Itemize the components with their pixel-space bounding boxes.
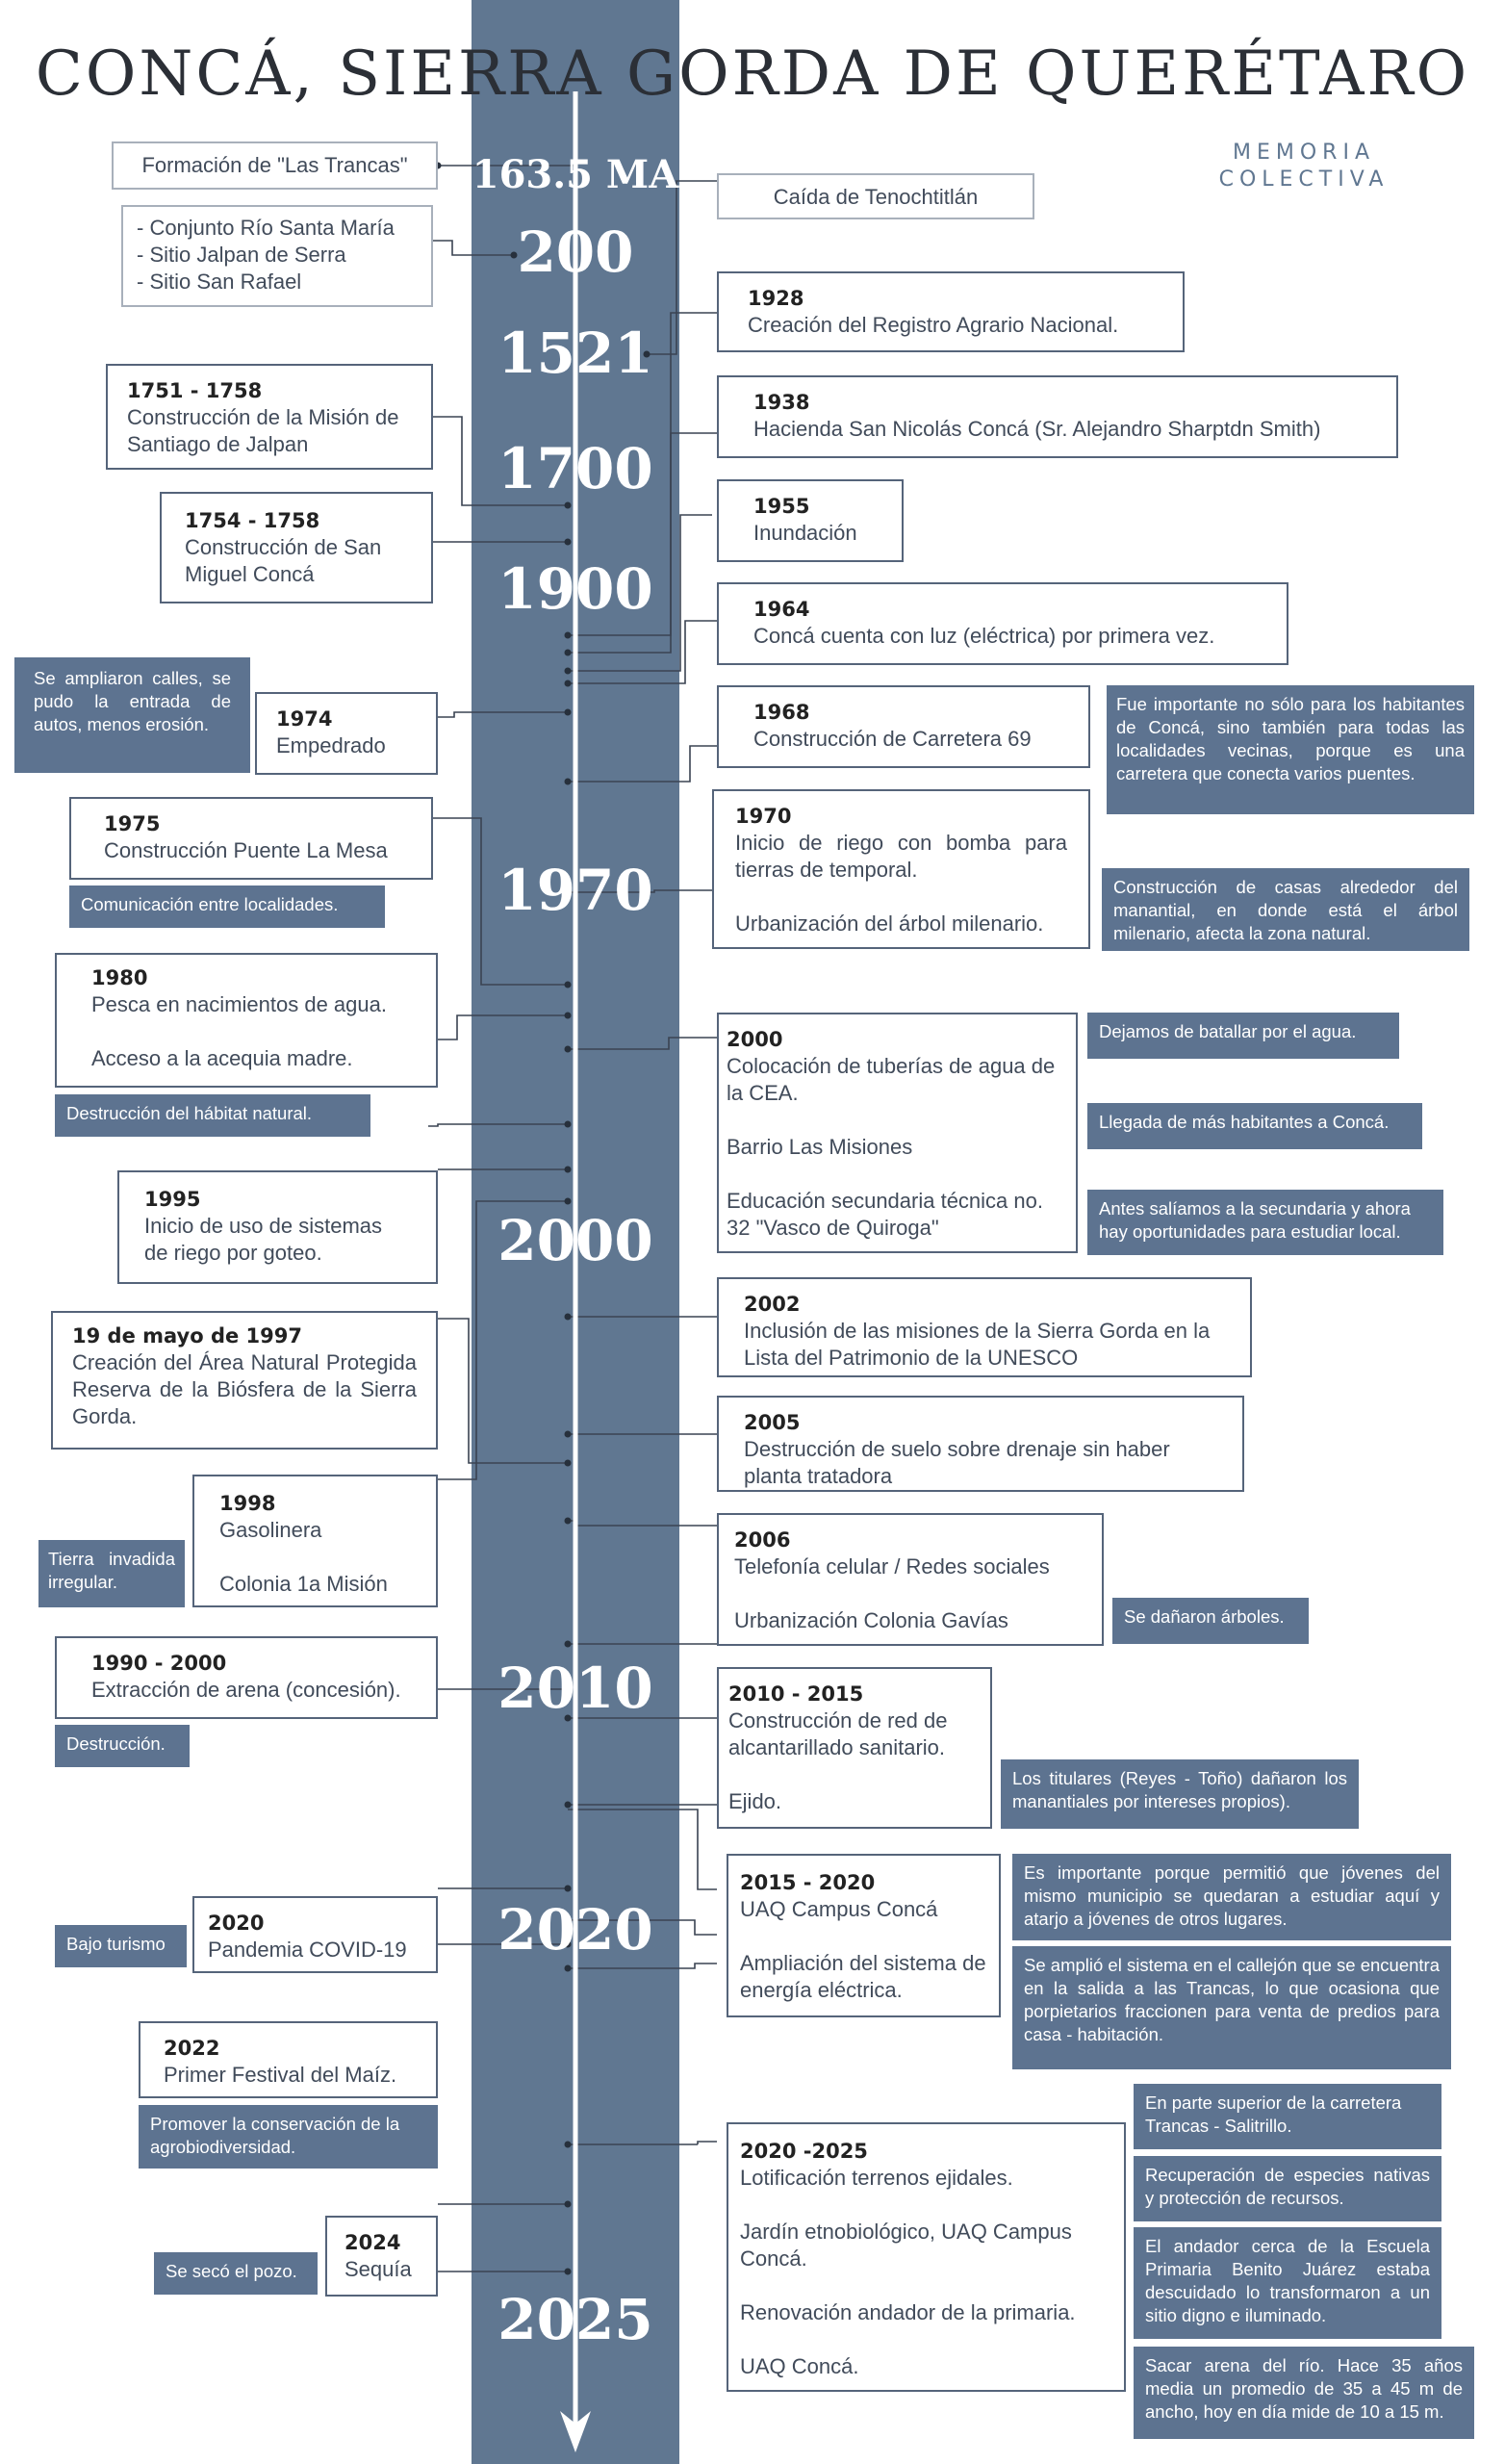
- event-goteo: [117, 1170, 438, 1284]
- event-text: Construcción de Carretera 69: [753, 727, 1032, 751]
- note-arena-rio: Sacar arena del río. Hace 35 años media un promedio de 35 a 45 m de ancho, hoy en día mide de 10 a 15 m.: [1134, 2347, 1474, 2439]
- event-text: Inundación: [753, 521, 857, 545]
- year-label: 1900: [497, 556, 653, 622]
- event-tenochtitlan: Caída de Tenochtitlán: [717, 173, 1034, 219]
- event-text: Urbanización del árbol milenario.: [735, 911, 1044, 936]
- event-inundacion: [717, 479, 904, 562]
- note-jovenes: Es importante porque permitió que jóvenes del mismo municipio se quedaran a estudiar aquí y atarjo a jóvenes de otros lugares.: [1012, 1854, 1451, 1940]
- event-text: Hacienda San Nicolás Concá (Sr. Alejandro Sharptdn Smith): [753, 417, 1321, 441]
- event-pesca: [55, 953, 438, 1088]
- event-text: Construcción de red de alcantarillado sanitario.: [728, 1708, 948, 1759]
- event-date: 2006: [734, 1528, 791, 1552]
- event-text: Telefonía celular / Redes sociales: [734, 1554, 1050, 1578]
- event-telefonia: [717, 1513, 1104, 1646]
- event-text: Barrio Las Misiones: [727, 1135, 913, 1159]
- event-arena: [55, 1636, 438, 1719]
- event-mision-jalpan: [106, 364, 433, 470]
- event-date: 2020 -2025: [740, 2140, 868, 2163]
- subtitle-line: MEMORIA: [1232, 141, 1375, 165]
- event-mision-conca: [160, 492, 433, 603]
- event-riego-bomba: [712, 789, 1090, 949]
- event-unesco: [717, 1277, 1252, 1377]
- event-registro: [717, 271, 1185, 352]
- note-tierra: Tierra invadida irregular.: [38, 1540, 185, 1607]
- note-casas-manantial: Construcción de casas alrededor del manantial, en donde está el árbol milenario, afecta la zona natural.: [1102, 868, 1469, 951]
- event-text: Inclusión de las misiones de la Sierra Gorda en la Lista del Patrimonio de la UNESCO: [744, 1319, 1211, 1370]
- event-text: UAQ Campus Concá: [740, 1897, 938, 1921]
- year-label: 2010: [497, 1656, 653, 1721]
- event-text: Ampliación del sistema de energía eléctrica.: [740, 1951, 986, 2002]
- event-text: Inicio de uso de sistemas de riego por goteo.: [144, 1214, 383, 1265]
- event-text: Jardín etnobiológico, UAQ Campus Concá.: [740, 2220, 1072, 2271]
- note-secundaria: Antes salíamos a la secundaria y ahora hay oportunidades para estudiar local.: [1087, 1190, 1443, 1255]
- note-habitat: Destrucción del hábitat natural.: [55, 1094, 370, 1137]
- page-title: CONCÁ, SIERRA GORDA DE QUERÉTARO: [35, 38, 1470, 110]
- event-text: - Sitio San Rafael: [137, 270, 302, 294]
- event-text: Destrucción de suelo sobre drenaje sin haber planta tratadora: [744, 1437, 1170, 1488]
- year-label: 2025: [497, 2287, 653, 2352]
- year-label: 2000: [497, 1208, 653, 1273]
- year-label: 2020: [497, 1897, 653, 1963]
- event-date: 19 de mayo de 1997: [72, 1324, 302, 1348]
- note-arboles: Se dañaron árboles.: [1112, 1598, 1309, 1644]
- year-label: 163.5 MA: [472, 152, 679, 197]
- note-andador: El andador cerca de la Escuela Primaria Benito Juárez estaba descuidado lo transformaron a un sitio digno e iluminado.: [1134, 2227, 1441, 2339]
- event-drenaje: [717, 1396, 1244, 1492]
- subtitle: [1174, 140, 1434, 193]
- event-text: Pandemia COVID-19: [208, 1938, 407, 1962]
- year-label: 1970: [497, 858, 653, 923]
- event-date: 1998: [219, 1492, 276, 1515]
- event-text: Primer Festival del Maíz.: [164, 2063, 397, 2087]
- event-date: 1751 - 1758: [127, 379, 263, 402]
- event-text: Construcción de San Miguel Concá: [185, 535, 382, 586]
- event-hacienda: [717, 375, 1398, 458]
- event-date: 1938: [753, 391, 810, 414]
- event-date: 1974: [276, 707, 333, 731]
- note-agrobiodiversidad: Promover la conservación de la agrobiodiversidad.: [139, 2105, 438, 2169]
- event-date: 2015 - 2020: [740, 1871, 876, 1894]
- event-text: Urbanización Colonia Gavías: [734, 1608, 1008, 1632]
- event-text: Construcción Puente La Mesa: [104, 838, 388, 862]
- event-text: Ejido.: [728, 1789, 782, 1813]
- event-date: 1995: [144, 1188, 201, 1211]
- note-especies: Recuperación de especies nativas y protección de recursos.: [1134, 2156, 1441, 2221]
- event-carretera: [717, 685, 1090, 768]
- note-comunicacion: Comunicación entre localidades.: [69, 886, 385, 928]
- event-sequia: [325, 2216, 438, 2297]
- event-luz: [717, 582, 1288, 665]
- event-text: Creación del Registro Agrario Nacional.: [748, 313, 1119, 337]
- event-conjunto: [121, 205, 433, 307]
- event-text: Creación del Área Natural Protegida Reserva de la Biósfera de la Sierra Gorda.: [72, 1350, 417, 1428]
- event-puente: [69, 797, 433, 880]
- event-date: 1955: [753, 495, 810, 518]
- event-text: - Sitio Jalpan de Serra: [137, 243, 346, 267]
- note-amplio: Se amplió el sistema en el callejón que se encuentra en la salida a las Trancas, lo que ocasiona que porpietarios fraccionen para venta de predios para casa - habitación.: [1012, 1946, 1451, 2069]
- year-label: 1700: [497, 436, 653, 501]
- event-date: 2000: [727, 1028, 783, 1051]
- event-date: 1970: [735, 805, 792, 828]
- event-text: Gasolinera: [219, 1518, 322, 1542]
- event-text: Construcción de la Misión de Santiago de Jalpan: [127, 405, 399, 456]
- subtitle-line: COLECTIVA: [1218, 167, 1390, 192]
- event-text: Pesca en nacimientos de agua.: [91, 992, 387, 1016]
- event-text: Colonia 1a Misión: [219, 1572, 388, 1596]
- event-date: 2005: [744, 1411, 801, 1434]
- event-text: Inicio de riego con bomba para tierras de temporal.: [735, 831, 1067, 882]
- event-date: 1928: [748, 287, 804, 310]
- event-text: Extracción de arena (concesión).: [91, 1678, 401, 1702]
- event-date: 2020: [208, 1912, 265, 1935]
- note-destruccion: Destrucción.: [55, 1725, 190, 1767]
- year-label: 200: [517, 219, 634, 285]
- year-label: 1521: [497, 321, 653, 386]
- event-text: Colocación de tuberías de agua de la CEA.: [727, 1054, 1056, 1105]
- event-gasolinera: [192, 1475, 438, 1607]
- note-agua: Dejamos de batallar por el agua.: [1087, 1013, 1399, 1059]
- event-covid: [192, 1896, 438, 1973]
- event-date: 2010 - 2015: [728, 1682, 864, 1706]
- event-text: Lotificación terrenos ejidales.: [740, 2166, 1013, 2190]
- event-text: UAQ Concá.: [740, 2354, 859, 2378]
- event-date: 2002: [744, 1293, 801, 1316]
- note-habitantes: Llegada de más habitantes a Concá.: [1087, 1103, 1422, 1149]
- event-date: 2024: [344, 2231, 401, 2254]
- event-empedrado: [255, 692, 438, 775]
- event-text: Empedrado: [276, 733, 386, 757]
- event-uaq-campus: [727, 1854, 1001, 2017]
- note-calles: Se ampliaron calles, se pudo la entrada de autos, menos erosión.: [14, 657, 250, 773]
- event-text: Acceso a la acequia madre.: [91, 1046, 353, 1070]
- event-text: Concá cuenta con luz (eléctrica) por primera vez.: [753, 624, 1215, 648]
- event-reserva: [51, 1311, 438, 1450]
- event-date: 1968: [753, 701, 810, 724]
- event-date: 1964: [753, 598, 810, 621]
- event-date: 2022: [164, 2037, 220, 2060]
- event-trancas: Formación de "Las Trancas": [112, 141, 438, 190]
- note-pozo: Se secó el pozo.: [154, 2252, 318, 2295]
- event-text: Sequía: [344, 2257, 412, 2281]
- event-date: 1990 - 2000: [91, 1652, 227, 1675]
- note-carretera-importancia: Fue importante no sólo para los habitantes de Concá, sino también para todas las localidades vecinas, porque es una carretera que conecta varios puentes.: [1107, 685, 1474, 814]
- event-text: Renovación andador de la primaria.: [740, 2300, 1076, 2324]
- event-text: - Conjunto Río Santa María: [137, 216, 395, 240]
- event-festival: [139, 2021, 438, 2098]
- note-turismo: Bajo turismo: [55, 1925, 187, 1967]
- event-date: 1754 - 1758: [185, 509, 320, 532]
- event-tuberias: [717, 1013, 1078, 1253]
- event-date: 1980: [91, 966, 148, 989]
- note-titulares: Los titulares (Reyes - Toño) dañaron los manantiales por intereses propios).: [1001, 1759, 1359, 1829]
- event-alcantarillado: [717, 1667, 992, 1829]
- note-carretera-trancas: En parte superior de la carretera Trancas - Salitrillo.: [1134, 2084, 1441, 2149]
- event-text: Educación secundaria técnica no. 32 "Vasco de Quiroga": [727, 1189, 1043, 1240]
- event-lotificacion: [727, 2122, 1126, 2392]
- event-date: 1975: [104, 812, 161, 835]
